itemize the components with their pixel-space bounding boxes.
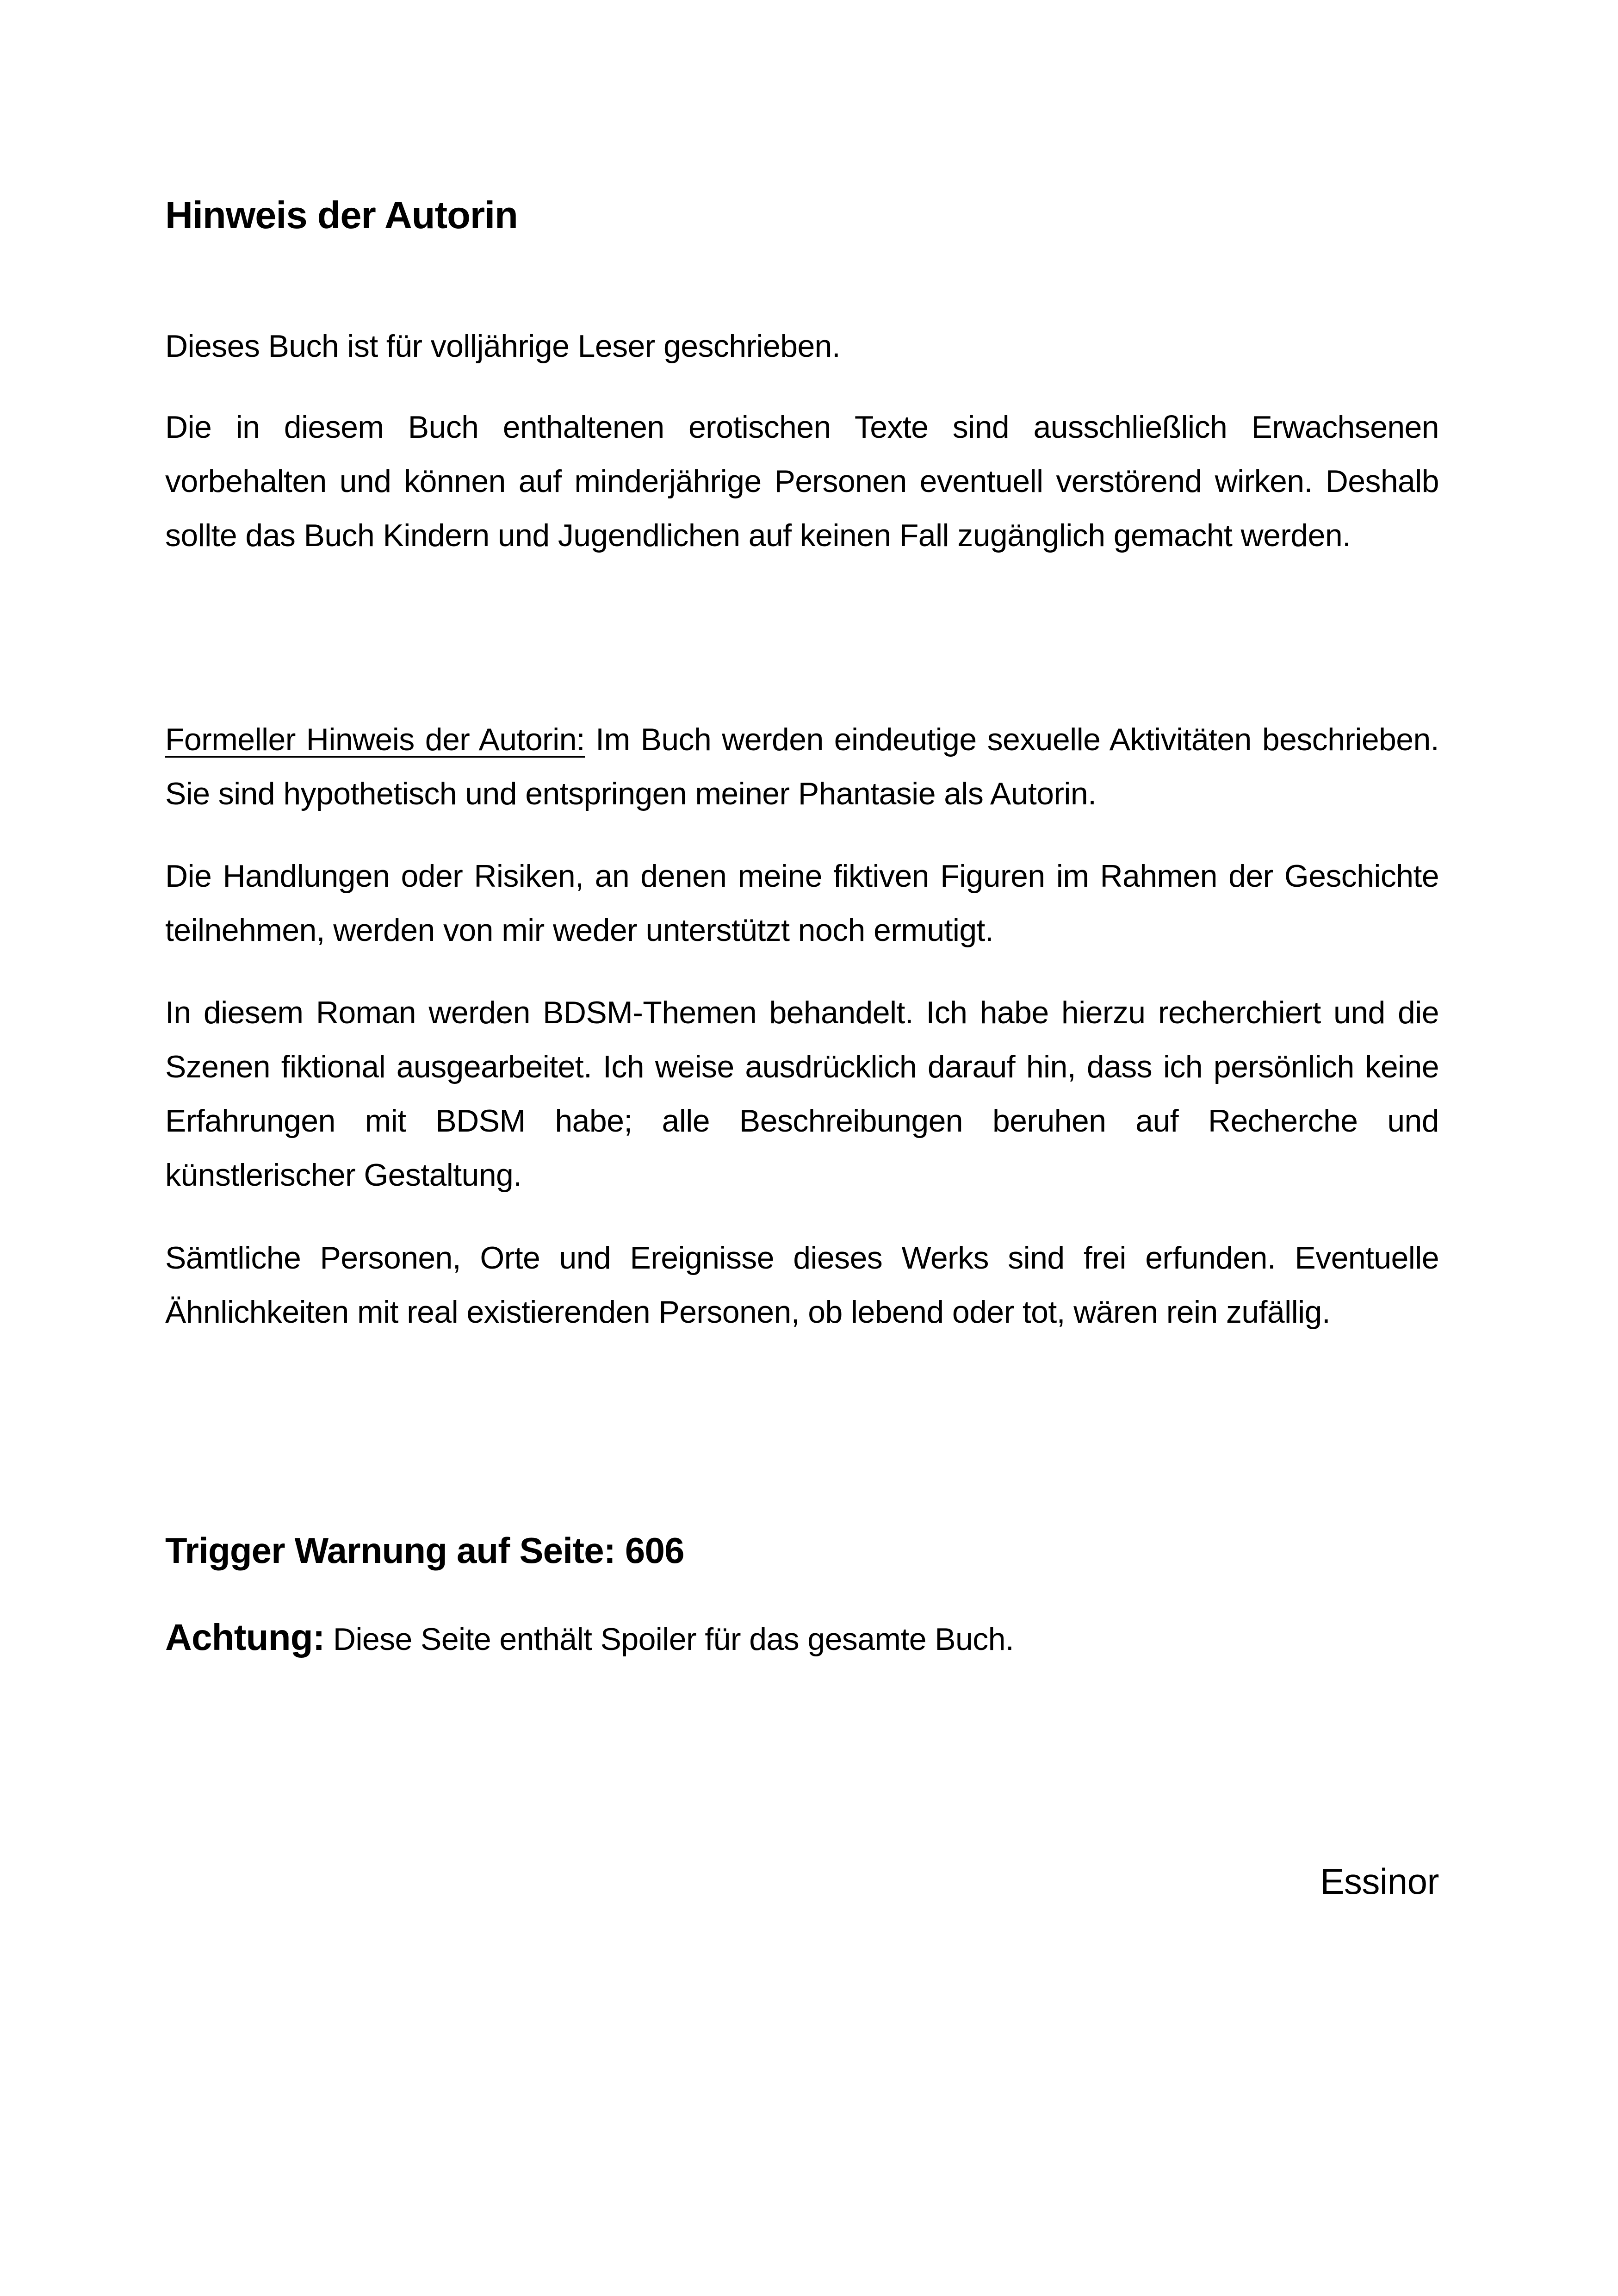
bdsm-paragraph: In diesem Roman werden BDSM-Themen behandelt. Ich habe hierzu recherchiert und die Szenen fiktional ausgearbeitet. Ich weise ausdrücklich darauf hin, dass ich persönlich keine Erfahrungen mit BDSM habe; alle Beschreibungen beruhen auf Recherche und künstlerischer Gestaltung. — [165, 995, 1439, 1193]
intro-line: Dieses Buch ist für volljährige Leser geschrieben. — [165, 329, 841, 364]
fiction-disclaimer-paragraph: Sämtliche Personen, Orte und Ereignisse dieses Werks sind frei erfunden. Eventuelle Ähnlichkeiten mit real existierenden Personen, ob lebend oder tot, wären rein zufällig. — [165, 1240, 1439, 1330]
page-title: Hinweis der Autorin — [165, 193, 518, 236]
spoiler-warning-text: Diese Seite enthält Spoiler für das gesamte Buch. — [324, 1622, 1014, 1657]
spoiler-warning-label: Achtung: — [165, 1617, 325, 1658]
intro-paragraph: Die in diesem Buch enthaltenen erotischen Texte sind ausschließlich Erwachsenen vorbehalten und können auf minderjährige Personen eventuell verstörend wirken. Deshalb sollte das Buch Kindern und Jugendlichen auf keinen Fall zugänglich gemacht werden. — [165, 410, 1439, 553]
author-signature: Essinor — [1320, 1861, 1439, 1902]
formal-notice-text: Im Buch werden eindeutige sexuelle Aktivitäten beschrieben. Sie sind hypothetisch und entspringen meiner Phantasie als Autorin. — [165, 722, 1439, 811]
actions-disclaimer-paragraph: Die Handlungen oder Risiken, an denen meine fiktiven Figuren im Rahmen der Geschichte teilnehmen, werden von mir weder unterstützt noch ermutigt. — [165, 859, 1439, 948]
spoiler-warning — [165, 1610, 1014, 1667]
formal-notice-paragraph — [165, 713, 1439, 821]
trigger-warning-heading: Trigger Warnung auf Seite: 606 — [165, 1530, 684, 1571]
formal-notice-label: Formeller Hinweis der Autorin: — [165, 722, 585, 757]
